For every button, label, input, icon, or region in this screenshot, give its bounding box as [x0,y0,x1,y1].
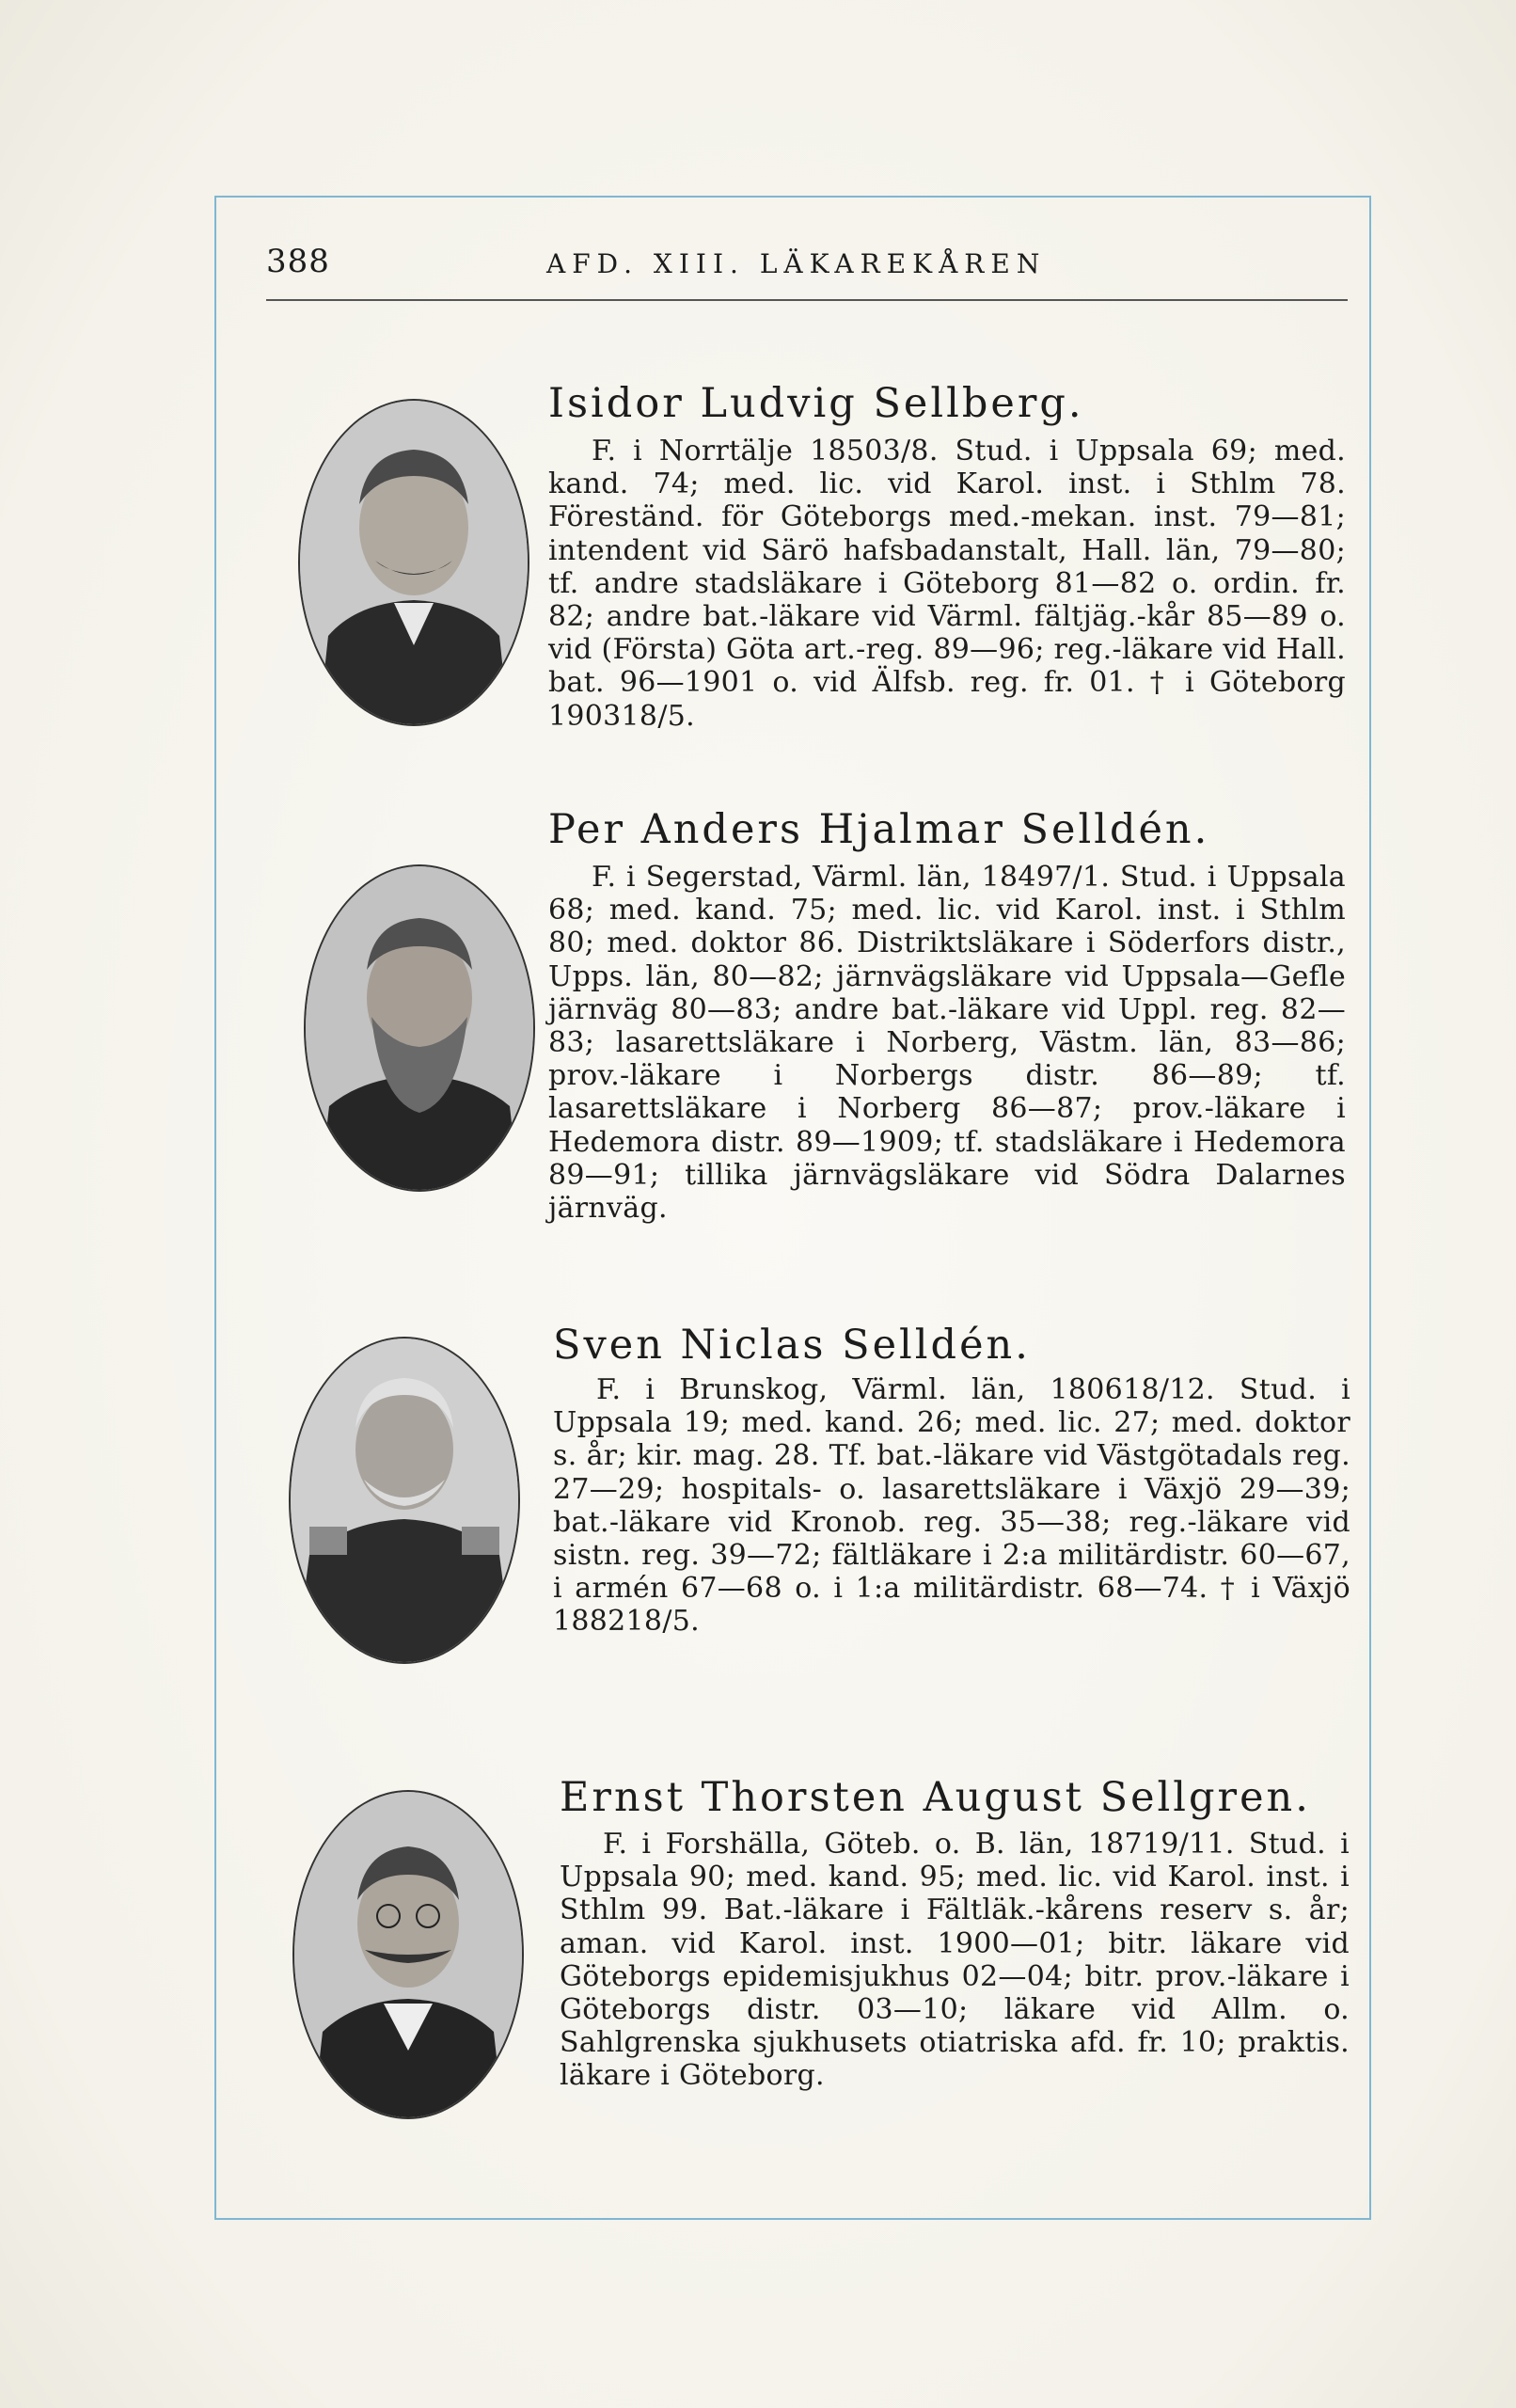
biography-text [553,1373,1350,1639]
person-name: Ernst Thorsten August Sellgren. [560,1774,1311,1821]
portrait-photo [292,1790,524,2119]
portrait-image [306,866,533,1190]
page-header [266,243,1348,301]
person-name: Per Anders Hjalmar Selldén. [548,806,1210,853]
running-head: AFD. XIII. LÄKAREKÅREN [546,248,1047,279]
biography-body: F. i Brunskog, Värml. län, 180618/12. Stud. i Uppsala 19; med. kand. 26; med. lic. 27; med. doktor s. år; kir. mag. 28. Tf. bat.-läkare vid Västgötadals reg. 27—29; hospitals- o. lasarettsläkare i Växjö 29—39; bat.-läkare vid Kronob. reg. 35—38; reg.-läkare vid sistn. reg. 39—72; fältläkare i 2:a militärdistr. 60—67, i armén 67—68 o. i 1:a militärdistr. 68—74. † i Växjö 188218/5. [553,1373,1350,1639]
biography-body: F. i Segerstad, Värml. län, 18497/1. Stud. i Uppsala 68; med. kand. 75; med. lic. vid Karol. inst. i Sthlm 80; med. doktor 86. Distriktsläkare i Söderfors distr., Upps. län, 80—82; järnvägsläkare vid Uppsala—Gefle järnväg 80—83; andre bat.-läkare vid Uppl. reg. 82—83; lasarettsläkare i Norberg, Västm. län, 83—86; prov.-läkare i Norbergs distr. 86—89; tf. lasarettsläkare i Norberg 86—87; prov.-läkare i Hedemora distr. 89—1909; tf. stadsläkare i Hedemora 89—91; tillika järnvägsläkare vid Södra Dalarnes järnväg. [548,861,1346,1226]
biography-text [548,435,1346,733]
biography-text [548,861,1346,1225]
portrait-image [291,1339,518,1662]
biography-body: F. i Forshälla, Göteb. o. B. län, 18719/11. Stud. i Uppsala 90; med. kand. 95; med. lic. vid Karol. inst. i Sthlm 99. Bat.-läkare i Fältläk.-kårens reserv s. år; aman. vid Karol. inst. 1900—01; bitr. läkare vid Göteborgs epidemisjukhus 02—04; bitr. prov.-läkare i Göteborgs distr. 03—10; läkare vid Allm. o. Sahlgrenska sjukhusets otiatriska afd. fr. 10; praktis. läkare i Göteborg. [560,1828,1350,2093]
biography-text [560,1828,1350,2093]
person-name: Isidor Ludvig Sellberg. [548,380,1084,427]
portrait-image [300,401,528,724]
page-number: 388 [266,243,330,280]
portrait-photo [289,1337,520,1664]
biography-body: F. i Norrtälje 18503/8. Stud. i Uppsala 69; med. kand. 74; med. lic. vid Karol. inst. i Sthlm 78. Föreständ. för Göteborgs med.-mekan. inst. 79—81; intendent vid Särö hafsbadanstalt, Hall. län, 79—80; tf. andre stadsläkare i Göteborg 81—82 o. ordin. fr. 82; andre bat.-läkare vid Värml. fältjäg.-kår 85—89 o. vid (Första) Göta art.-reg. 89—96; reg.-läkare vid Hall. bat. 96—1901 o. vid Älfsb. reg. fr. 01. † i Göteborg 190318/5. [548,435,1346,733]
portrait-photo [298,399,529,726]
person-name: Sven Niclas Selldén. [553,1322,1031,1369]
portrait-image [294,1792,522,2117]
portrait-photo [304,864,535,1192]
